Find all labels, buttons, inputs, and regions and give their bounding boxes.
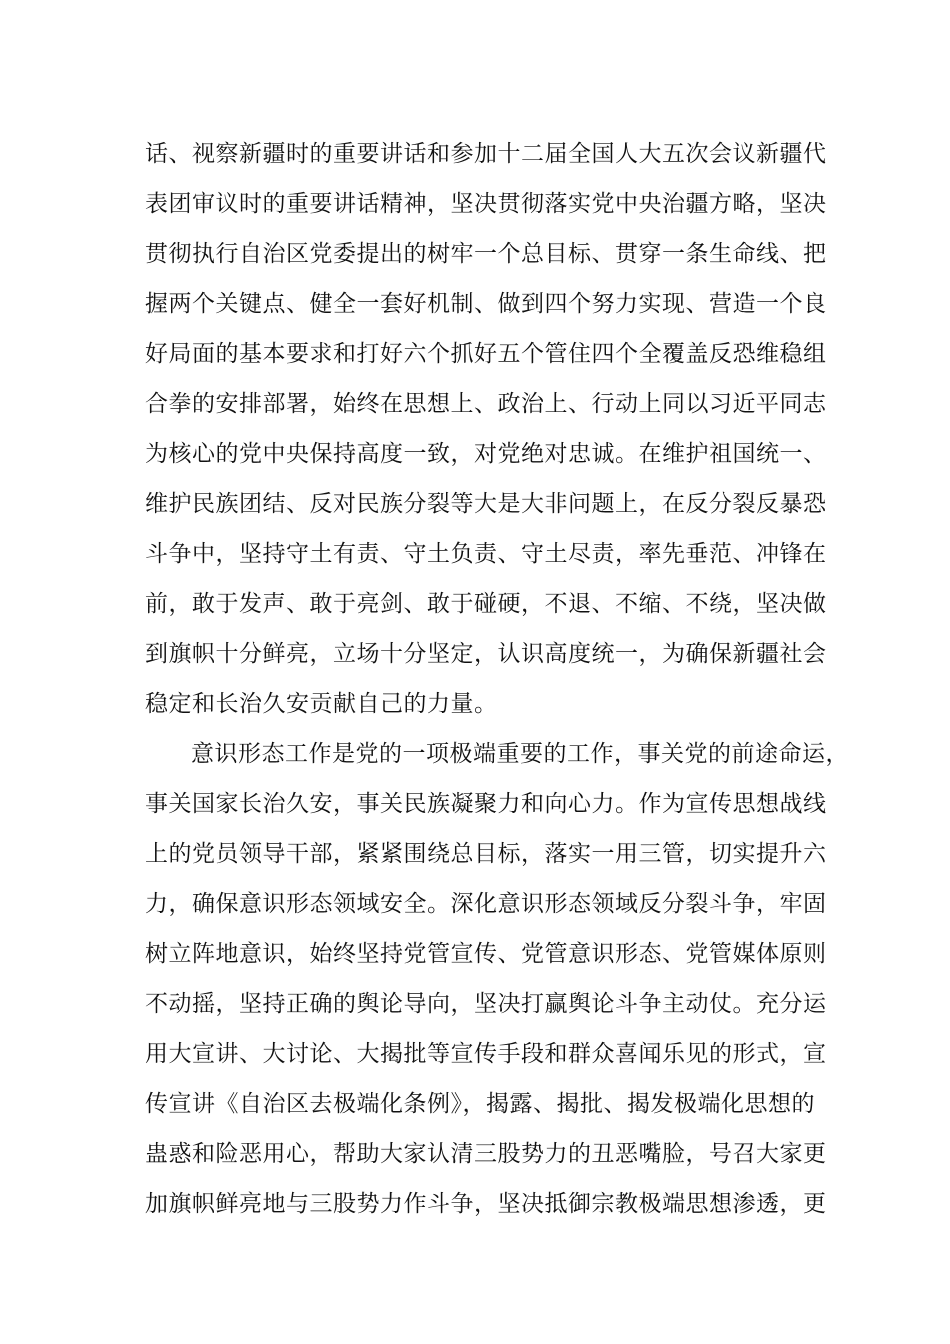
- text-line: 斗争中，坚持守土有责、守土负责、守土尽责，率先垂范、冲锋在: [145, 541, 827, 567]
- text-line: 加旗帜鲜亮地与三股势力作斗争，坚决抵御宗教极端思想渗透，更: [145, 1191, 827, 1217]
- text-line: 用大宣讲、大讨论、大揭批等宣传手段和群众喜闻乐见的形式，宣: [145, 1041, 827, 1067]
- text-line: 表团审议时的重要讲话精神，坚决贯彻落实党中央治疆方略，坚决: [145, 191, 827, 217]
- text-line: 好局面的基本要求和打好六个抓好五个管住四个全覆盖反恐维稳组: [145, 341, 827, 367]
- text-line: 上的党员领导干部，紧紧围绕总目标，落实一用三管，切实提升六: [145, 841, 827, 867]
- text-line: 传宣讲《自治区去极端化条例》，揭露、揭批、揭发极端化思想的: [145, 1091, 815, 1117]
- paragraph-first-line: 意识形态工作是党的一项极端重要的工作，事关党的前途命运，: [191, 741, 849, 767]
- text-line: 握两个关键点、健全一套好机制、做到四个努力实现、营造一个良: [145, 291, 827, 317]
- text-line: 树立阵地意识，始终坚持党管宣传、党管意识形态、党管媒体原则: [145, 941, 827, 967]
- text-line: 为核心的党中央保持高度一致，对党绝对忠诚。在维护祖国统一、: [145, 441, 827, 467]
- text-line: 维护民族团结、反对民族分裂等大是大非问题上，在反分裂反暴恐: [145, 491, 827, 517]
- text-line: 事关国家长治久安，事关民族凝聚力和向心力。作为宣传思想战线: [145, 791, 827, 817]
- text-line: 话、视察新疆时的重要讲话和参加十二届全国人大五次会议新疆代: [145, 141, 827, 167]
- text-line: 不动摇，坚持正确的舆论导向，坚决打赢舆论斗争主动仗。充分运: [145, 991, 827, 1017]
- text-line: 合拳的安排部署，始终在思想上、政治上、行动上同以习近平同志: [145, 391, 827, 417]
- text-line: 稳定和长治久安贡献自己的力量。: [145, 691, 498, 717]
- text-line: 前，敢于发声、敢于亮剑、敢于碰硬，不退、不缩、不绕，坚决做: [145, 591, 827, 617]
- text-line: 力，确保意识形态领域安全。深化意识形态领域反分裂斗争，牢固: [145, 891, 827, 917]
- text-line: 到旗帜十分鲜亮，立场十分坚定，认识高度统一，为确保新疆社会: [145, 641, 827, 667]
- text-line: 蛊惑和险恶用心，帮助大家认清三股势力的丑恶嘴脸，号召大家更: [145, 1141, 827, 1167]
- text-line: 贯彻执行自治区党委提出的树牢一个总目标、贯穿一条生命线、把: [145, 241, 827, 267]
